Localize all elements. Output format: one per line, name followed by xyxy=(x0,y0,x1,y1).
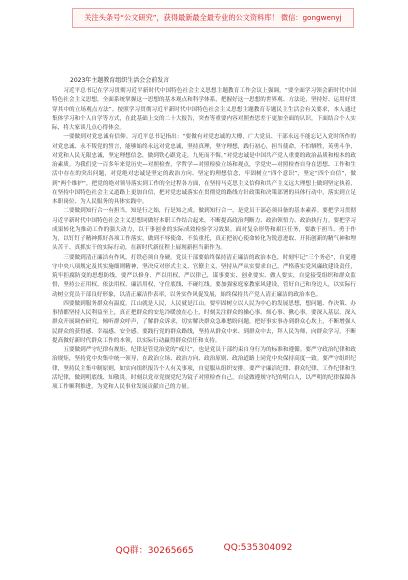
paragraph-service: 四要做到服务群众有温度。江山就是人民，人民就是江山。要牢固树立以人民为中心的发展思想，想问题、作决策、办事情都坚持人民利益至上，真正把群众的安危冷暖放在心上，时刻关注群众的操心事、烦心事、揪心事。要深入基层、深入群众开展调查研究，倾听群众呼声，了解群众诉求，切实解决群众急难愁盼问题，把好事实事办到群众心坎上，不断增强人民群众的获得感、幸福感、安全感。要践行党的群众路线，坚持从群众中来、到群众中去，拜人民为师，向群众学习，不断提高做好新时代群众工作的本领，以实际行动赢得群众信任和支持。 xyxy=(52,300,356,344)
paragraph-discipline: 五要做到严守纪律有规矩。纪律是管党治党的“戒尺”，也是党员干部约束自身行为的标准和遵循。要严守政治纪律和政治规矩，坚持党中央集中统一领导，在政治立场、政治方向、政治原则、政治道路上同党中央保持高度一致。要严守组织纪律，坚持民主集中制原则，如实向组织报告个人有关事项，自觉服从组织安排。要严守廉洁纪律、群众纪律、工作纪律和生活纪律，做到明底线、知敬畏，时刻以党章党规党纪为镜子对照检查自己，自觉做遵规守纪的明白人，以严明的纪律保障各项工作顺利推进，为党和人民事业发展贡献自己的力量。 xyxy=(52,347,356,390)
header-banner xyxy=(72,8,354,28)
paragraph-intro: 习近平总书记在学习贯彻习近平新时代中国特色社会主义思想主题教育工作会议上强调，“要全面学习领会新时代中国特色社会主义思想，全面系统掌握这一思想的基本观点和科学体系，把握好这一思想的世界观、方法论，坚持好、运用好贯穿其中的立场观点方法”。按照学习贯彻习近平新时代中国特色社会主义思想主题教育专题民主生活会有关要求，本人通过集体学习和个人自学等方式，在此基础上交的二十大报告，突查等重要内容对照查思差于更加全面的认识。下面结合个人实际，将大家谈几点心得体会。 xyxy=(52,88,356,131)
paragraph-integrity: 三要做到清正廉洁有作风。打铁必须自身硬。党员干部要始终保持清正廉洁的政治本色，时刻牢记“三个务必”，自觉遵守中央八项规定及其实施细则精神，坚决反对形式主义、官僚主义，坚持从严从实要求自己，严格落实党风廉政建设责任，筑牢拒腐防变的思想防线。要严以修身、严以用权、严以律己，谋事要实、创业要实、做人要实，自觉接受组织和群众监督，坚持公正用权、依法用权、廉洁用权，守住底线、不碰红线。要加强家庭家教家风建设，管好自己和身边人，以实际行动树立党员干部良好形象，以清正廉洁作表率，以务实作风促发展，始终保持共产党人清正廉洁的政治本色。 xyxy=(52,254,356,298)
document-title: 2023年主题教育组织生活会会前发言 xyxy=(70,77,170,84)
footer-qq-group: QQ群：30265665 xyxy=(115,546,194,556)
document-body xyxy=(52,76,356,536)
paragraph-responsibility: 二要做到知行合一有担当。知是行之始，行是知之成。做到知行合一，是党员干部必须具备的基本素养。要把学习贯彻习近平新时代中国特色社会主义思想同做好本职工作结合起来，不断提高政治判断力、政治领悟力、政治执行力。要把学习成果转化为推动工作的强大动力，以干事创业的实际成效检验学习效果。面对复杂形势和艰巨任务，要敢于担当、勇于作为，以钉钉子精神抓好各项工作落实，做到不辱使命、不负重托，真正把初心使命转化为锐意进取、开拓创新的精气神和埋头苦干、真抓实干的实际行动，在新时代新征程上展现新担当新作为。 xyxy=(52,208,356,252)
paragraph-loyalty: 一要做到对党忠诚有信仰。习近平总书记指出：“要做有对党忠诚的大樽，广大党员、干部永远不能忘记入党时所作的对党忠诚、永不叛党的誓言，能够始终永远对党忠诚，坚持真理，坚守理想，践行初心，担当使命，不怕牺牲，英勇斗争，对党和人民无限忠诚，坚定理想信念，做到铁心跟党走，九死而不悔。”对党忠诚是中国共产党人重要的政治品质和根本的政治素质。为我们党一百多年来党历史—对照检查，学哲学—对照检验立场和观点，学党史—对照检查自身在思想、工作和生活中存在的突出问题，对党绝对忠诚是坚定的政治方向、坚定的理想信念，牢固树立“四个意识”，坚定“四个自信”，做到“两个维护”，把党的绝对领导落实到工作的全过程各方面，在坚持马克思主义信仰和共产主义远大理想上做到坚定执着，在坚持中国特色社会主义道路上更加自信，把对党忠诚落实在贯彻党的路线方针政策和决策部署的具体行动中，落实到立足本职岗位、为人民服务的具体实践中。 xyxy=(52,134,356,205)
footer-qq: QQ:535304092 xyxy=(223,543,293,553)
footer-contacts xyxy=(0,543,408,557)
banner-text: 关注头条号“公文研究”，获得最新最全最专业的公文资料库！ 微信：gongwenyj xyxy=(84,13,342,22)
